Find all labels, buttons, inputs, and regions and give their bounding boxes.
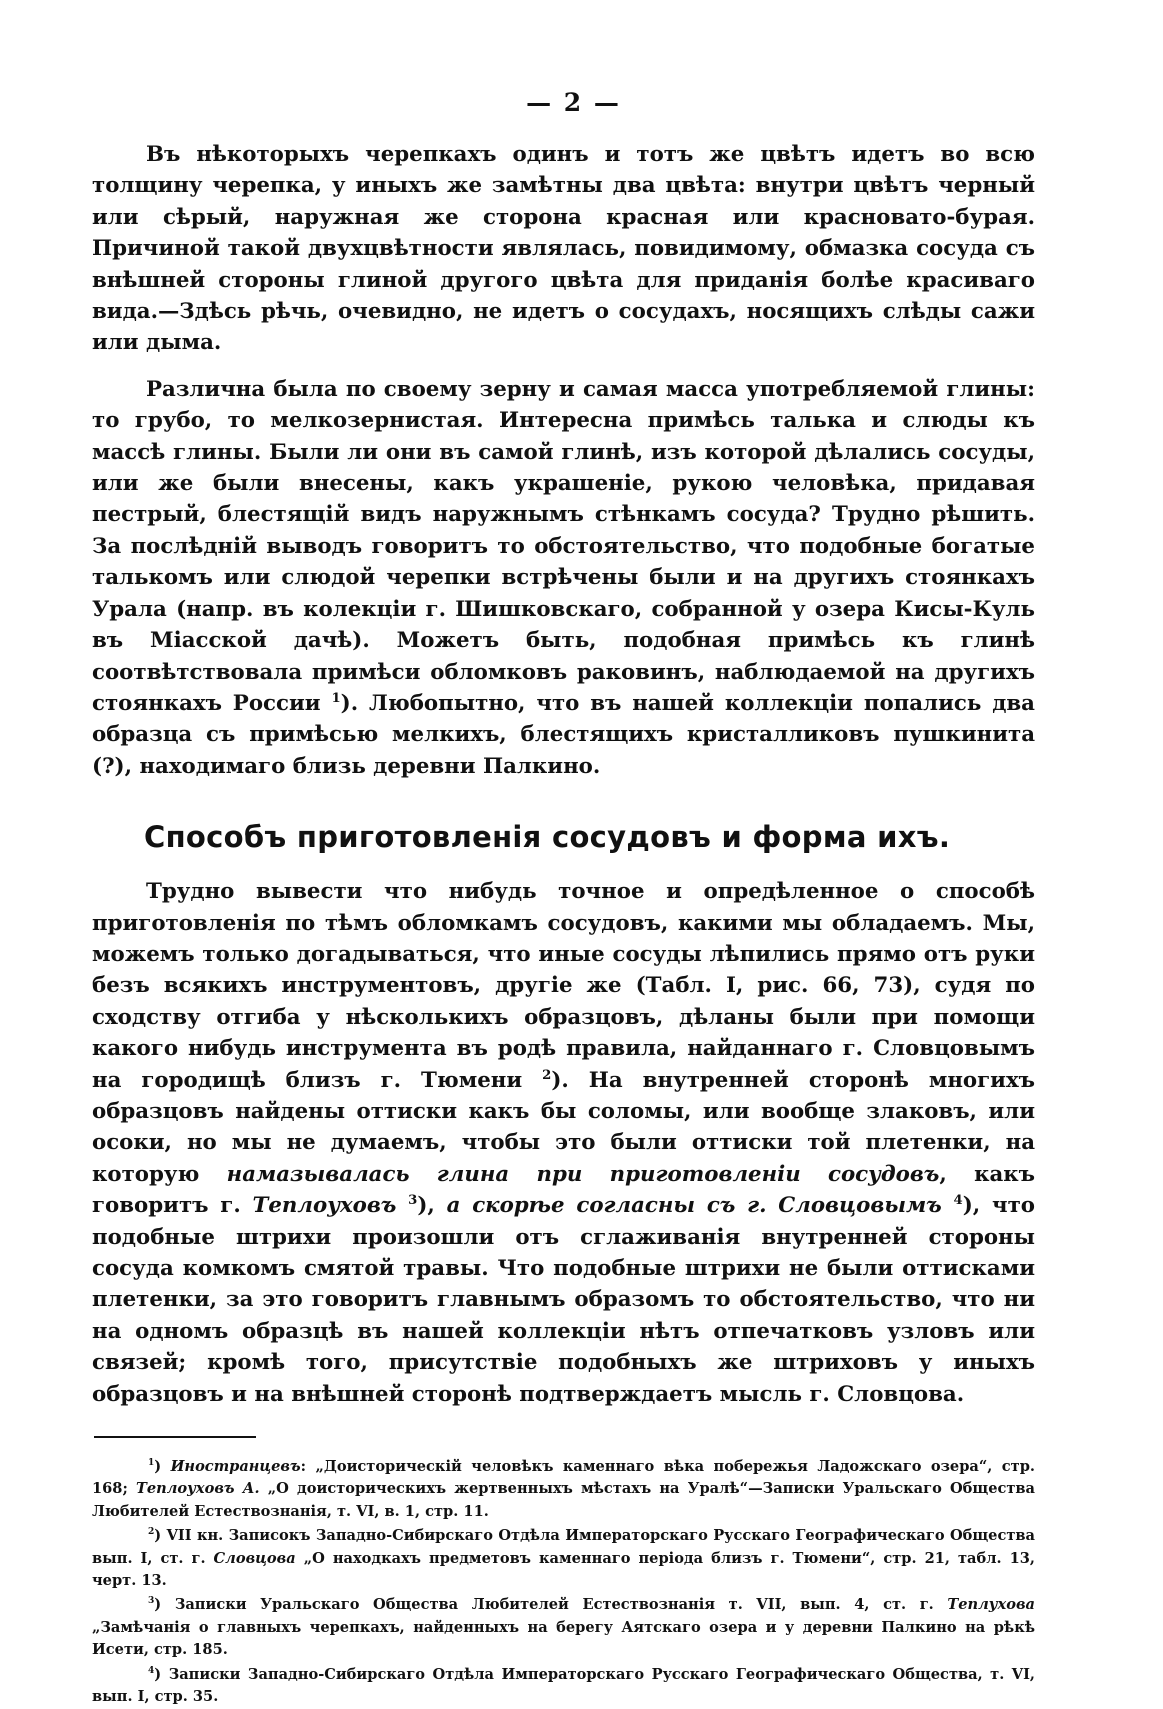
footnote-mark: 3 [148,1596,155,1607]
footnotes [92,1456,1035,1708]
footnote-mark: 1 [148,1458,155,1469]
footnote-mark: 4 [148,1665,155,1676]
page-number: — 2 — [526,88,621,117]
section-title: Способъ приготовленія сосудовъ и форма ихъ. [144,820,951,855]
paragraph-3-italic-3: а скорѣе согласны съ г. Словцовымъ [446,1193,942,1219]
footnote-separator [94,1436,256,1438]
paragraph-3-text-1: Трудно вывести что нибудь точное и опредѣленное о способѣ приготовленія по тѣмъ обломкамъ сосудовъ, какими мы обладаемъ. Мы, можемъ только догадываться, что иные сосуды лѣпились прямо отъ руки безъ всякихъ инструментовъ, другіе же (Табл. I, рис. 66, 73), судя по сходству отгиба у нѣсколькихъ образцовъ, дѣланы были при помощи какого нибудь инструмента въ родѣ правила, найданнаго г. Словцовымъ на городищѣ близъ г. Тюмени [92,879,1035,1093]
footnote-ref-4[interactable]: 4 [953,1193,963,1209]
paragraph-3-text-2: ). На внутренней сторонѣ многихъ образцовъ найдены оттиски какъ бы соломы, или вообще злаковъ, или осоки, но мы не думаемъ, чтобы это были оттиски той плетенки, на которую [92,1067,1035,1187]
paragraph-3-text-4: ), [417,1193,447,1219]
paragraph-3-italic-1: намазывалась глина при приготовленіи сосудовъ [226,1161,940,1187]
paragraph-2-text-b: ). Любопытно, что въ нашей коллекціи попались два образца съ примѣсью мелкихъ, блестящихъ кристалликовъ пушкинита (?), находимаго близь деревни Палкино. [92,690,1035,779]
paragraph-2-text-a: Различна была по своему зерну и самая масса употребляемой глины: то грубо, то мелкозернистая. Интересна примѣсь талька и слюды къ массѣ глины. Были ли они въ самой глинѣ, изъ которой дѣлались сосуды, или же были внесены, какъ украшеніе, рукою человѣка, придавая пестрый, блестящій видъ наружнымъ стѣнкамъ сосуда? Трудно рѣшить. За послѣдній выводъ говоритъ то обстоятельство, что подобные богатые талькомъ или слюдой черепки встрѣчены были и на другихъ стоянкахъ Урала (напр. въ колекціи г. Шишковскаго, собранной у озера Кисы-Куль въ Міасской дачѣ). Можетъ быть, подобная примѣсь къ глинѣ соотвѣтствовала примѣси обломковъ раковинъ, наблюдаемой на другихъ стоянкахъ России [92,376,1035,716]
footnote-ref-1[interactable]: 1 [331,690,341,706]
paragraph-3-italic-2: Теплоуховъ [252,1193,397,1219]
paragraph-3-text-5: ), что подобные штрихи произошли отъ сглаживанія внутренней стороны сосуда комкомъ смятой травы. Что подобные штрихи не были оттисками плетенки, за это говоритъ главнымъ образомъ то обстоятельство, что ни на одномъ образцѣ въ нашей коллекціи нѣтъ отпечатковъ узловъ или связей; кромѣ того, присутствіе подобныхъ же штриховъ у иныхъ образцовъ и на внѣшней сторонѣ подтверждаетъ мысль г. Словцова. [92,1193,1035,1407]
paragraph-3-text-3: , какъ говоритъ г. [92,1161,1035,1219]
footnote-ref-3[interactable]: 3 [408,1193,418,1209]
footnote-mark: 2 [148,1527,155,1538]
paragraph-1-text: Въ нѣкоторыхъ черепкахъ одинъ и тотъ же цвѣтъ идетъ во всю толщину черепка, у иныхъ же замѣтны два цвѣта: внутри цвѣтъ черный или сѣрый, наружная же сторона красная или красновато-бурая. Причиной такой двухцвѣтности являлась, повидимому, обмазка сосуда съ внѣшней стороны глиной другого цвѣта для приданія болѣе красиваго вида.—Здѣсь рѣчь, очевидно, не идетъ о сосудахъ, носящихъ слѣды сажи или дыма. [92,142,1035,356]
footnote-ref-2[interactable]: 2 [542,1067,552,1083]
paragraph-1 [92,139,1035,359]
footnote-1: $^1$) Иностранцевъ: „Доисторическій человѣкъ каменнаго вѣка побережья Ладожскаго озера“, стр. 168; Теплоуховъ А. „О доисторическихъ жертвенныхъ мѣстахъ на Уралѣ“—Записки Уральскаго Общества Любителей Естествознанія, т. VI, в. 1, стр. 11. [92,1458,1035,1520]
paragraph-2 [92,374,1035,782]
footnote-2: $^2$) VII кн. Записокъ Западно-Сибирскаго Отдѣла Императорскаго Русскаго Географическаго Общества вып. I, ст. г. Словцова „О находкахъ предметовъ каменнаго періода близъ г. Тюмени“, стр. 21, табл. 13, черт. 13. [92,1527,1035,1590]
footnote-3: $^3$) Записки Уральскаго Общества Любителей Естествознанія т. VII, вып. 4, ст. г. Теплухова „Замѣчанія о главныхъ черепкахъ, найденныхъ на берегу Аятскаго озера и у деревни Палкино на рѣкѣ Исети, стр. 185. [92,1596,1035,1659]
paragraph-3 [92,876,1035,1410]
footnote-4: $^4$) Записки Западно-Сибирскаго Отдѣла Императорскаго Русскаго Географическаго Общества, т. VI, вып. I, стр. 35. [92,1665,1035,1706]
